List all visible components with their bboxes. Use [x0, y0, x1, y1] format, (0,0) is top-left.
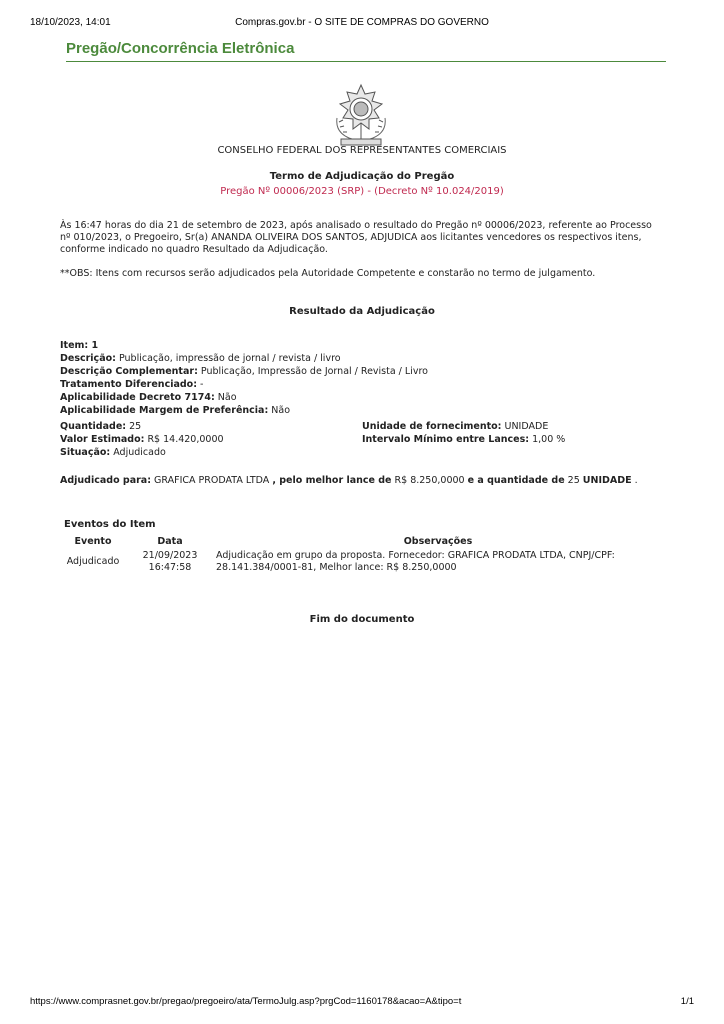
item-valor-estimado: Valor Estimado: R$ 14.420,0000	[60, 434, 224, 445]
item-decreto: Aplicabilidade Decreto 7174: Não	[60, 392, 237, 403]
section-title: Pregão/Concorrência Eletrônica	[66, 40, 666, 62]
end-of-document: Fim do documento	[309, 614, 415, 625]
print-url: https://www.comprasnet.gov.br/pregao/pregoeiro/ata/TermoJulg.asp?prgCod=1160178&acao=A&tipo=t	[30, 996, 462, 1007]
print-datetime: 18/10/2023, 14:01	[30, 17, 111, 28]
item-unidade: Unidade de fornecimento: UNIDADE	[362, 421, 549, 432]
event-observation: Adjudicação em grupo da proposta. Fornecedor: GRAFICA PRODATA LTDA, CNPJ/CPF: 28.141.384/0001-81, Melhor lance: R$ 8.250,0000	[216, 550, 615, 573]
brasil-coat-of-arms-icon	[327, 82, 395, 150]
events-header-data: Data	[157, 536, 183, 547]
intro-paragraph: Às 16:47 horas do dia 21 de setembro de 2023, após analisado o resultado do Pregão nº 00006/2023, referente ao Processo nº 010/2023, o Pregoeiro, Sr(a) ANANDA OLIVEIRA DOS SANTOS, ADJUDICA aos licitantes vencedores os respectivos itens, conforme indicado no quadro Resultado da Adjudicação.	[60, 220, 652, 255]
print-header	[30, 17, 694, 31]
item-situacao: Situação: Adjudicado	[60, 447, 166, 458]
item-margem: Aplicabilidade Margem de Preferência: Não	[60, 405, 291, 416]
events-header-row	[59, 535, 663, 548]
term-title: Termo de Adjudicação do Pregão	[269, 171, 455, 182]
item-descricao-complementar: Descrição Complementar: Publicação, Impressão de Jornal / Revista / Livro	[60, 366, 428, 377]
item-number: Item: 1	[60, 340, 99, 351]
term-subtitle: Pregão Nº 00006/2023 (SRP) - (Decreto Nº 10.024/2019)	[220, 186, 504, 197]
print-site-title: Compras.gov.br - O SITE DE COMPRAS DO GOVERNO	[235, 17, 489, 28]
obs-paragraph: **OBS: Itens com recursos serão adjudicados pela Autoridade Competente e constarão no termo de julgamento.	[60, 268, 596, 279]
item-descricao: Descrição: Publicação, impressão de jornal / revista / livro	[60, 353, 341, 364]
item-quantidade: Quantidade: 25	[60, 421, 142, 432]
table-row	[59, 548, 663, 576]
events-title: Eventos do Item	[64, 519, 156, 530]
print-footer	[30, 996, 694, 1010]
adjudicado-para: Adjudicado para: GRAFICA PRODATA LTDA , pelo melhor lance de R$ 8.250,0000 e a quantidade de 25 UNIDADE .	[60, 475, 638, 486]
result-title: Resultado da Adjudicação	[289, 306, 435, 317]
item-intervalo: Intervalo Mínimo entre Lances: 1,00 %	[362, 434, 566, 445]
page-number: 1/1	[680, 996, 694, 1007]
organization-name: CONSELHO FEDERAL DOS REPRESENTANTES COMERCIAIS	[217, 145, 507, 156]
events-header-evento: Evento	[74, 536, 112, 547]
item-tratamento: Tratamento Diferenciado: -	[60, 379, 204, 390]
events-header-observacoes: Observações	[403, 536, 473, 547]
events-table	[59, 535, 663, 576]
event-date: 21/09/2023 16:47:58	[142, 550, 198, 573]
event-type: Adjudicado	[66, 556, 120, 567]
